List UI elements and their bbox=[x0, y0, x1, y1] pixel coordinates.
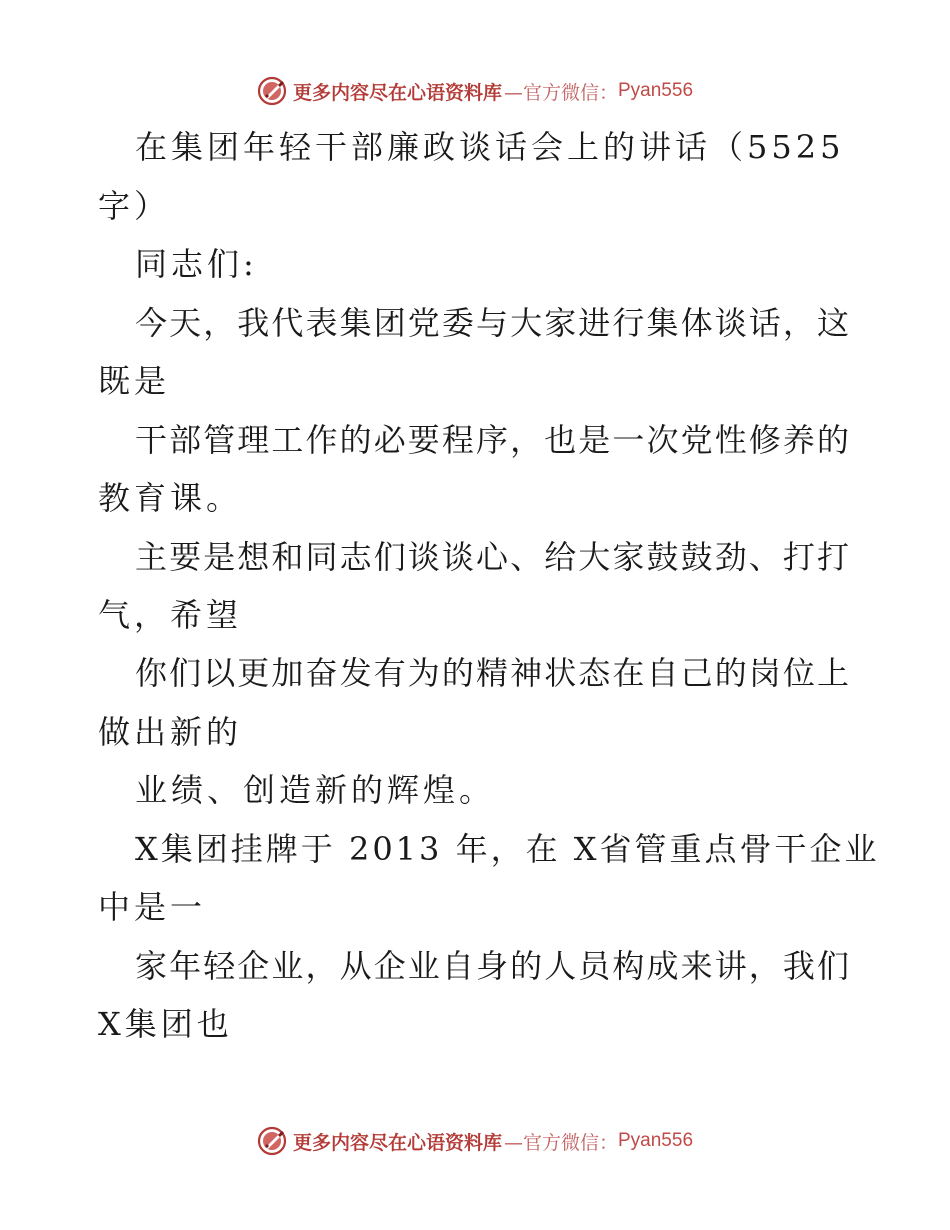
paragraph-line: 做出新的 bbox=[98, 713, 243, 751]
paragraph-line: X集团也 bbox=[98, 1005, 233, 1043]
header-banner bbox=[0, 71, 950, 111]
pen-logo-icon bbox=[257, 1126, 287, 1156]
paragraph-line: 业绩、创造新的辉煌。 bbox=[135, 771, 496, 809]
footer-wechat-id: Pyan556 bbox=[618, 1130, 694, 1151]
footer-separator: —官方微信： bbox=[503, 1131, 618, 1154]
paragraph-line: 中是一 bbox=[98, 888, 207, 926]
paragraph-line: 干部管理工作的必要程序，也是一次党性修养的 bbox=[135, 421, 849, 459]
header-site-name: 更多内容尽在心语资料库 bbox=[292, 81, 502, 104]
salutation: 同志们: bbox=[135, 245, 258, 283]
paragraph-line: X集团挂牌于 2013 年，在 X省管重点骨干企业 bbox=[135, 830, 880, 868]
footer-banner bbox=[0, 1121, 950, 1161]
paragraph-line: 你们以更加奋发有为的精神状态在自己的岗位上 bbox=[135, 654, 849, 692]
pen-logo-icon bbox=[257, 76, 287, 106]
paragraph-line: 气，希望 bbox=[98, 596, 243, 634]
paragraph-line: 教育课。 bbox=[98, 479, 243, 517]
footer-site-name: 更多内容尽在心语资料库 bbox=[292, 1131, 502, 1154]
paragraph-line: 家年轻企业，从企业自身的人员构成来讲，我们 bbox=[135, 947, 849, 985]
doc-title-line-1: 在集团年轻干部廉政谈话会上的讲话（5525 bbox=[135, 128, 845, 166]
header-wechat-id: Pyan556 bbox=[618, 80, 694, 101]
header-separator: —官方微信： bbox=[503, 81, 618, 104]
doc-title-line-2: 字） bbox=[98, 187, 171, 225]
paragraph-line: 今天，我代表集团党委与大家进行集体谈话，这 bbox=[135, 304, 849, 342]
paragraph-line: 既是 bbox=[98, 362, 171, 400]
paragraph-line: 主要是想和同志们谈谈心、给大家鼓鼓劲、打打 bbox=[135, 538, 849, 576]
